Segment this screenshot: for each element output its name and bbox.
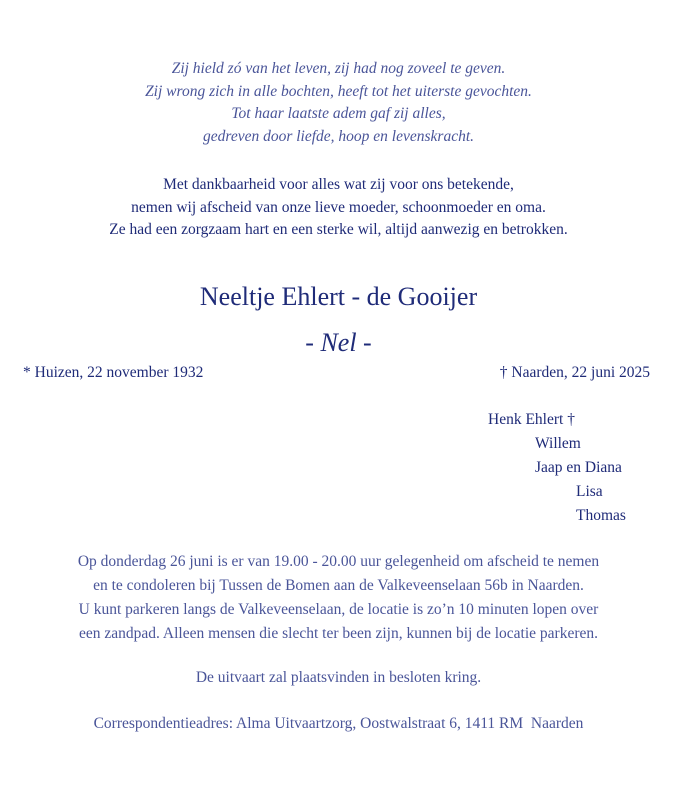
details-line-1: Op donderdag 26 juni is er van 19.00 - 20.00 uur gelegenheid om afscheid te nemen	[77, 553, 600, 570]
poem-line-4: gedreven door liefde, hoop en levenskracht.	[202, 127, 474, 145]
visitation-details	[0, 550, 677, 646]
family-member-3: Jaap en Diana	[535, 459, 622, 476]
details-line-2: en te condoleren bij Tussen de Bomen aan de Valkeveenselaan 56b in Naarden.	[93, 577, 584, 594]
poem-line-2: Zij wrong zich in alle bochten, heeft tot het uiterste gevochten.	[145, 82, 532, 100]
nickname-prefix: -	[305, 328, 321, 357]
family-member-2: Willem	[535, 435, 581, 452]
intro-line-3: Ze had een zorgzaam hart en een sterke wil, altijd aanwezig en betrokken.	[109, 221, 568, 238]
details-line-4: een zandpad. Alleen mensen die slecht ter been zijn, kunnen bij de locatie parkeren.	[78, 625, 599, 642]
details-line-3: U kunt parkeren langs de Valkeveenselaan, de locatie is zo’n 10 minuten lopen over	[78, 601, 599, 618]
intro-text	[0, 174, 677, 242]
poem	[0, 58, 677, 148]
poem-line-3: Tot haar laatste adem gaf zij alles,	[231, 105, 446, 122]
family-member-4: Lisa	[576, 483, 603, 500]
intro-line-2: nemen wij afscheid van onze lieve moeder, schoonmoeder en oma.	[131, 198, 546, 216]
deceased-nickname	[0, 326, 677, 360]
correspondence-address: Correspondentieadres: Alma Uitvaartzorg, Oostwalstraat 6, 1411 RM Naarden	[93, 715, 584, 732]
family-member-1: Henk Ehlert †	[488, 411, 575, 428]
family-member-5: Thomas	[576, 507, 626, 524]
death-info: † Naarden, 22 juni 2025	[499, 364, 650, 381]
intro-line-1: Met dankbaarheid voor alles wat zij voor ons betekende,	[163, 176, 514, 193]
poem-line-1: Zij hield zó van het leven, zij had nog zoveel te geven.	[171, 60, 506, 77]
deceased-name: Neeltje Ehlert - de Gooijer	[199, 282, 478, 311]
funeral-note: De uitvaart zal plaatsvinden in besloten kring.	[195, 669, 482, 686]
nickname-text: Nel	[320, 328, 357, 357]
nickname-suffix: -	[356, 328, 372, 357]
birth-info: * Huizen, 22 november 1932	[23, 364, 204, 381]
